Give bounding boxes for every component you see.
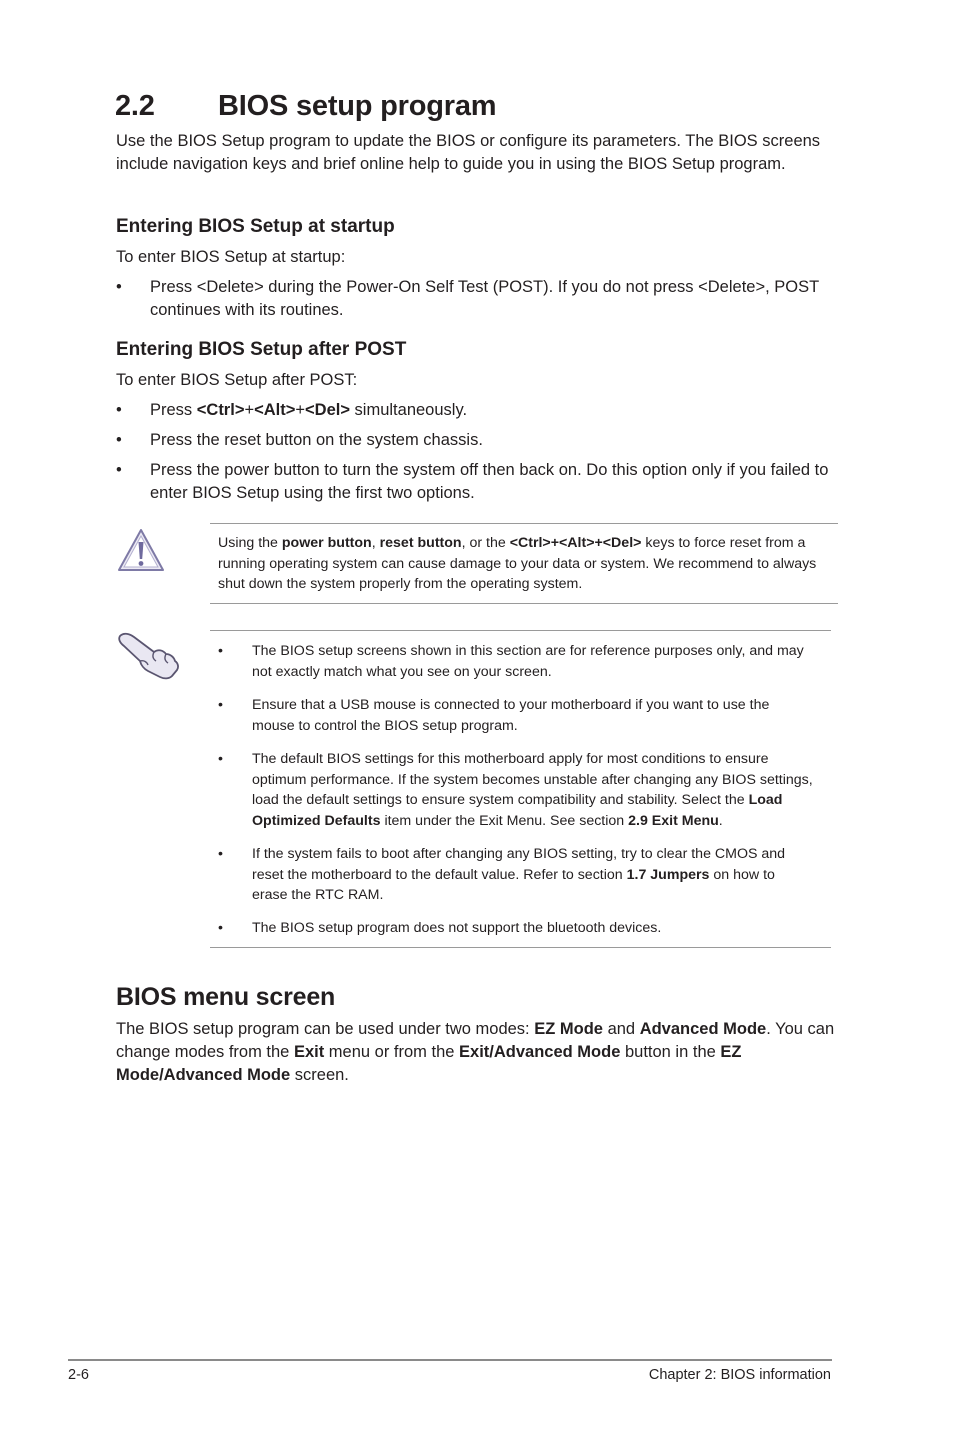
list-item (218, 918, 814, 939)
key-alt: <Alt> (254, 401, 296, 419)
section-number: 2.2 (115, 90, 155, 122)
bullet-mark: • (116, 461, 122, 479)
list-item (116, 399, 836, 422)
note-bottom-rule (210, 947, 831, 948)
chapter-title: Chapter 2: BIOS information (648, 1367, 831, 1383)
list-item (218, 749, 814, 831)
page-number: 2-6 (68, 1367, 89, 1383)
pointing-hand-icon (116, 628, 182, 680)
warning-bottom-rule (210, 603, 838, 604)
bullet-mark: • (218, 846, 223, 862)
bullet-mark: • (116, 278, 122, 296)
bullet-mark: • (218, 920, 223, 936)
note-item-1: The BIOS setup screens shown in this section are for reference purposes only, and may not exactly match what you see on your screen. (252, 643, 804, 680)
list-item (116, 429, 836, 452)
after-post-bullet-3: Press the power button to turn the system off then back on. Do this option only if you failed to enter BIOS Setup using the first two options. (150, 461, 829, 502)
menu-screen-paragraph: The BIOS setup program can be used under two modes: EZ Mode and Advanced Mode. You can change modes from the Exit menu or from the Exit/Advanced Mode button in the EZ Mode/Advanced Mode screen. (116, 1020, 835, 1084)
bullet-mark: • (218, 643, 223, 659)
section-title (115, 86, 496, 126)
list-item (218, 695, 814, 736)
after-post-lead: To enter BIOS Setup after POST: (116, 371, 358, 389)
after-post-bullet-1: Press <Ctrl>+<Alt>+<Del> simultaneously. (150, 401, 468, 419)
warning-triangle-icon (116, 527, 166, 573)
note-item-3: The default BIOS settings for this motherboard apply for most conditions to ensure optimum performance. If the system becomes unstable after changing any BIOS settings, load the default settings to ensure system compatibility and stability. Select the Load Optimized Defaults item under the Exit Menu. See section 2.9 Exit Menu. (252, 751, 813, 829)
section-title-text: BIOS setup program (218, 90, 497, 122)
startup-lead: To enter BIOS Setup at startup: (116, 248, 346, 266)
note-item-4: If the system fails to boot after changing any BIOS setting, try to clear the CMOS and reset the motherboard to the default value. Refer to section 1.7 Jumpers on how to erase the RTC RAM. (252, 846, 786, 903)
list-item (218, 844, 814, 906)
note-item-5: The BIOS setup program does not support the bluetooth devices. (252, 920, 662, 936)
footer-rule (68, 1359, 832, 1361)
startup-heading: Entering BIOS Setup at startup (116, 216, 395, 237)
bullet-mark: • (116, 431, 122, 449)
startup-bullet-text: Press <Delete> during the Power-On Self Test (POST). If you do not press <Delete>, POST continues with its routines. (150, 278, 819, 319)
warning-top-rule (210, 523, 838, 524)
key-ctrl: <Ctrl> (196, 401, 245, 419)
warning-text: Using the power button, reset button, or the <Ctrl>+<Alt>+<Del> keys to force reset from a running operating system can cause damage to your data or system. We recommend to always shut down the system properly from the operating system. (218, 535, 817, 592)
list-item (116, 276, 836, 322)
after-post-bullet-2: Press the reset button on the system chassis. (150, 431, 483, 449)
bullet-mark: • (116, 401, 122, 419)
bullet-mark: • (218, 697, 223, 713)
bullet-mark: • (218, 751, 223, 767)
intro-paragraph: Use the BIOS Setup program to update the BIOS or configure its parameters. The BIOS screens include navigation keys and brief online help to guide you in using the BIOS Setup program. (116, 132, 821, 173)
menu-screen-heading: BIOS menu screen (116, 983, 336, 1011)
list-item (218, 641, 814, 682)
note-top-rule (210, 630, 831, 631)
key-del: <Del> (305, 401, 350, 419)
note-item-2: Ensure that a USB mouse is connected to your motherboard if you want to use the mouse to control the BIOS setup program. (252, 697, 770, 734)
list-item (116, 459, 836, 505)
after-post-heading: Entering BIOS Setup after POST (116, 339, 407, 360)
